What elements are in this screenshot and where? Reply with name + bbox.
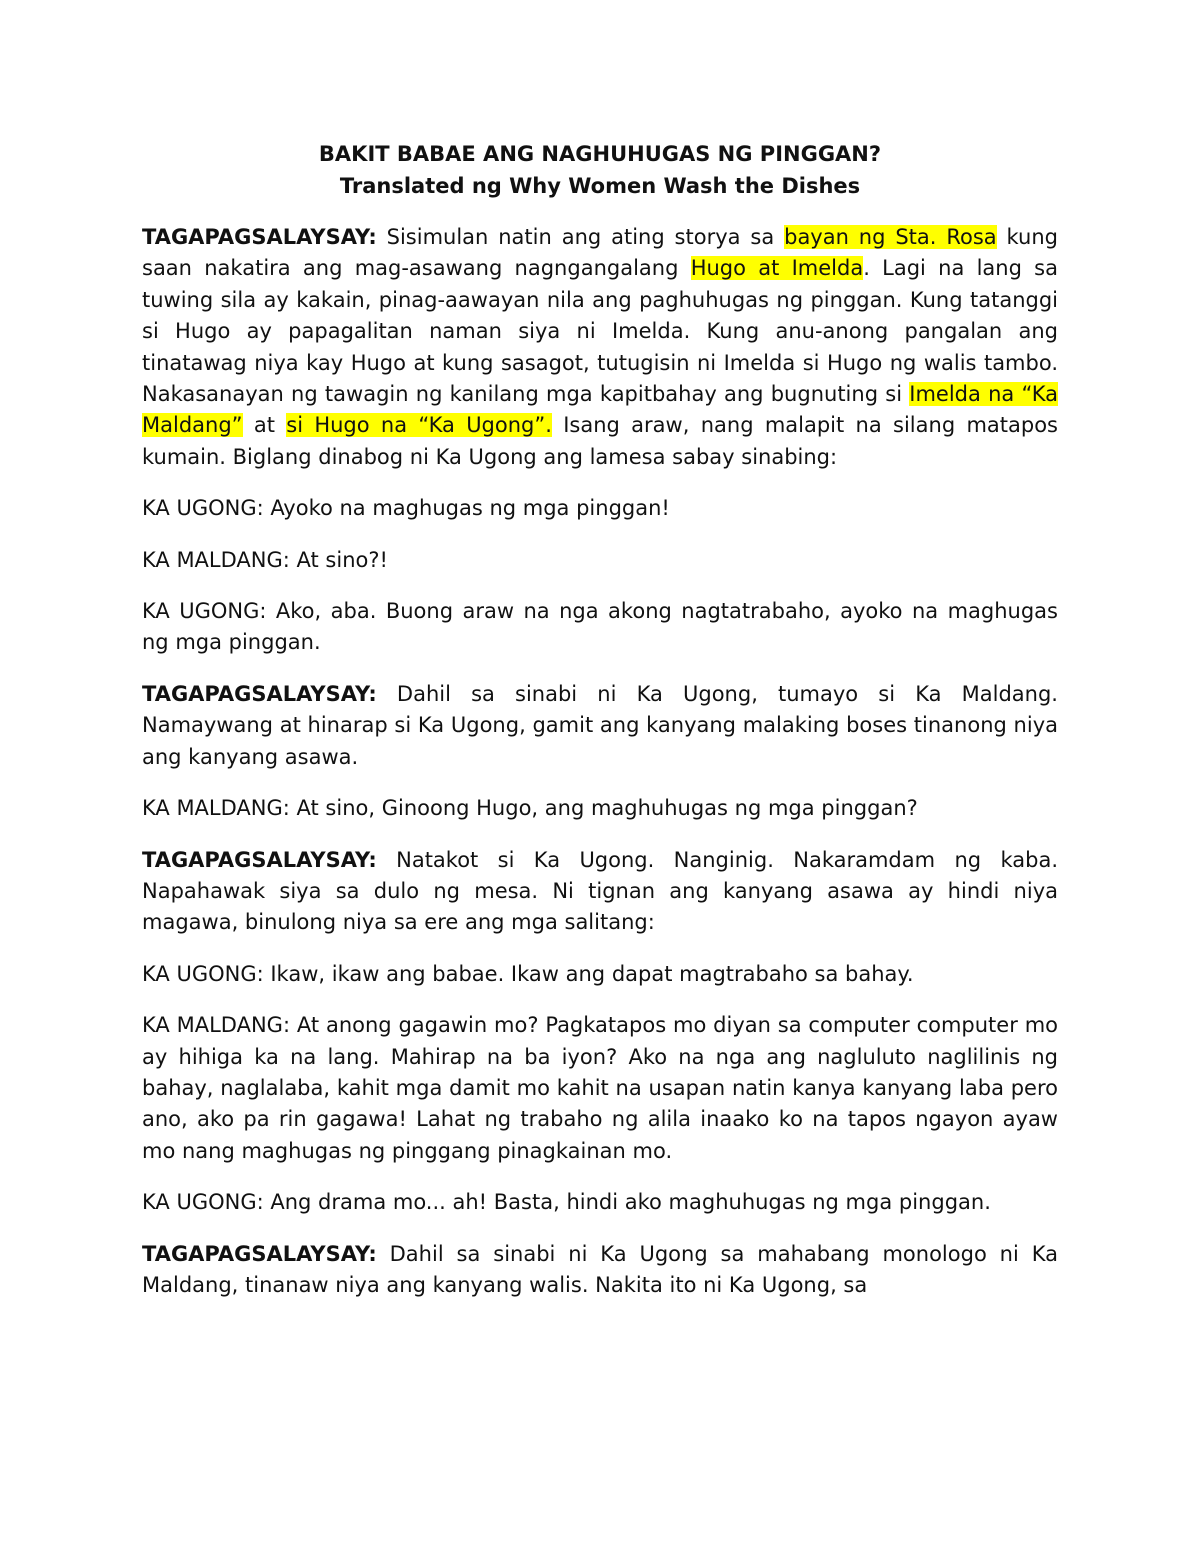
speaker-label: TAGAPAGSALAYSAY: [142,225,377,249]
highlighted-text: Hugo at Imelda [690,256,864,281]
document-body [142,222,1058,1301]
highlighted-text: si Hugo na “Ka Ugong”. [286,413,552,438]
paragraph [142,1239,1058,1302]
paragraph [142,545,1058,576]
paragraph [142,222,1058,473]
paragraph-text: KA UGONG: Ikaw, ikaw ang babae. Ikaw ang dapat magtrabaho sa bahay. [142,961,914,986]
paragraph [142,1010,1058,1167]
paragraph-text: Sisimulan natin ang ating storya sa [376,225,785,249]
paragraph-text: Natakot si Ka Ugong. Nanginig. Nakaramdam ng kaba. Napahawak siya sa dulo ng mesa. Ni tignan ang kanyang asawa ay hindi niya magawa, binulong niya sa ere ang mga salitang: [142,847,1058,935]
speaker-label: TAGAPAGSALAYSAY: [142,1241,377,1266]
paragraph [142,493,1058,524]
speaker-label: TAGAPAGSALAYSAY: [142,847,377,872]
paragraph-text: KA UGONG: Ako, aba. Buong araw na nga akong nagtatrabaho, ayoko na maghugas ng mga pinggan. [142,599,1058,655]
paragraph [142,679,1058,773]
document-subtitle: Translated ng Why Women Wash the Dishes [339,174,861,198]
paragraph-text: Isang araw, nang malapit na silang matapos kumain. Biglang dinabog ni Ka Ugong ang lamesa sabay sinabing: [142,413,1058,469]
paragraph-text: KA UGONG: Ang drama mo... ah! Basta, hindi ako maghuhugas ng mga pinggan. [142,1190,991,1215]
paragraph-text: Dahil sa sinabi ni Ka Ugong sa mahabang monologo ni Ka Maldang, tinanaw niya ang kanyang walis. Nakita ito ni Ka Ugong, sa [142,1241,1058,1297]
paragraph-text: at [242,413,287,438]
paragraph [142,793,1058,824]
paragraph-text: kung saan nakatira ang mag-asawang nagngangalang [142,225,1058,281]
paragraph [142,845,1058,939]
paragraph [142,596,1058,659]
paragraph-text: KA MALDANG: At sino, Ginoong Hugo, ang maghuhugas ng mga pinggan? [142,796,918,821]
paragraph [142,959,1058,990]
paragraph-text: KA MALDANG: At sino?! [142,547,388,572]
paragraph [142,1187,1058,1218]
document-title: BAKIT BABAE ANG NAGHUHUGAS NG PINGGAN? [318,142,882,166]
paragraph-text: Dahil sa sinabi ni Ka Ugong, tumayo si Ka Maldang. Namaywang at hinarap si Ka Ugong, gamit ang kanyang malaking boses tinanong niya ang kanyang asawa. [142,681,1058,769]
paragraph-text: KA MALDANG: At anong gagawin mo? Pagkatapos mo diyan sa computer computer mo ay hihiga ka na lang. Mahirap na ba iyon? Ako na nga ang nagluluto naglilinis ng bahay, naglalaba, kahit mga damit mo kahit na usapan natin kanya kanyang laba pero ano, ako pa rin gagawa! Lahat ng trabaho ng alila inaako ko na tapos ngayon ayaw mo nang maghugas ng pinggang pinagkainan mo. [142,1013,1058,1163]
paragraph-text: KA UGONG: Ayoko na maghugas ng mga pinggan! [142,496,670,521]
document-page [142,138,1058,1321]
highlighted-text: Imelda na “Ka Maldang” [142,382,1059,438]
speaker-label: TAGAPAGSALAYSAY: [142,681,377,706]
paragraph-text: . Lagi na lang sa tuwing sila ay kakain, pinag-aawayan nila ang paghuhugas ng pinggan. Kung tatanggi si Hugo ay papagalitan naman siya ni Imelda. Kung anu-anong pangalan ang tinatawag niya kay Hugo at kung sasagot, tutugisin ni Imelda si Hugo ng walis tambo. Nakasanayan ng tawagin ng kanilang mga kapitbahay ang bugnuting si [142,256,1058,407]
highlighted-text: bayan ng Sta. Rosa [784,225,997,249]
